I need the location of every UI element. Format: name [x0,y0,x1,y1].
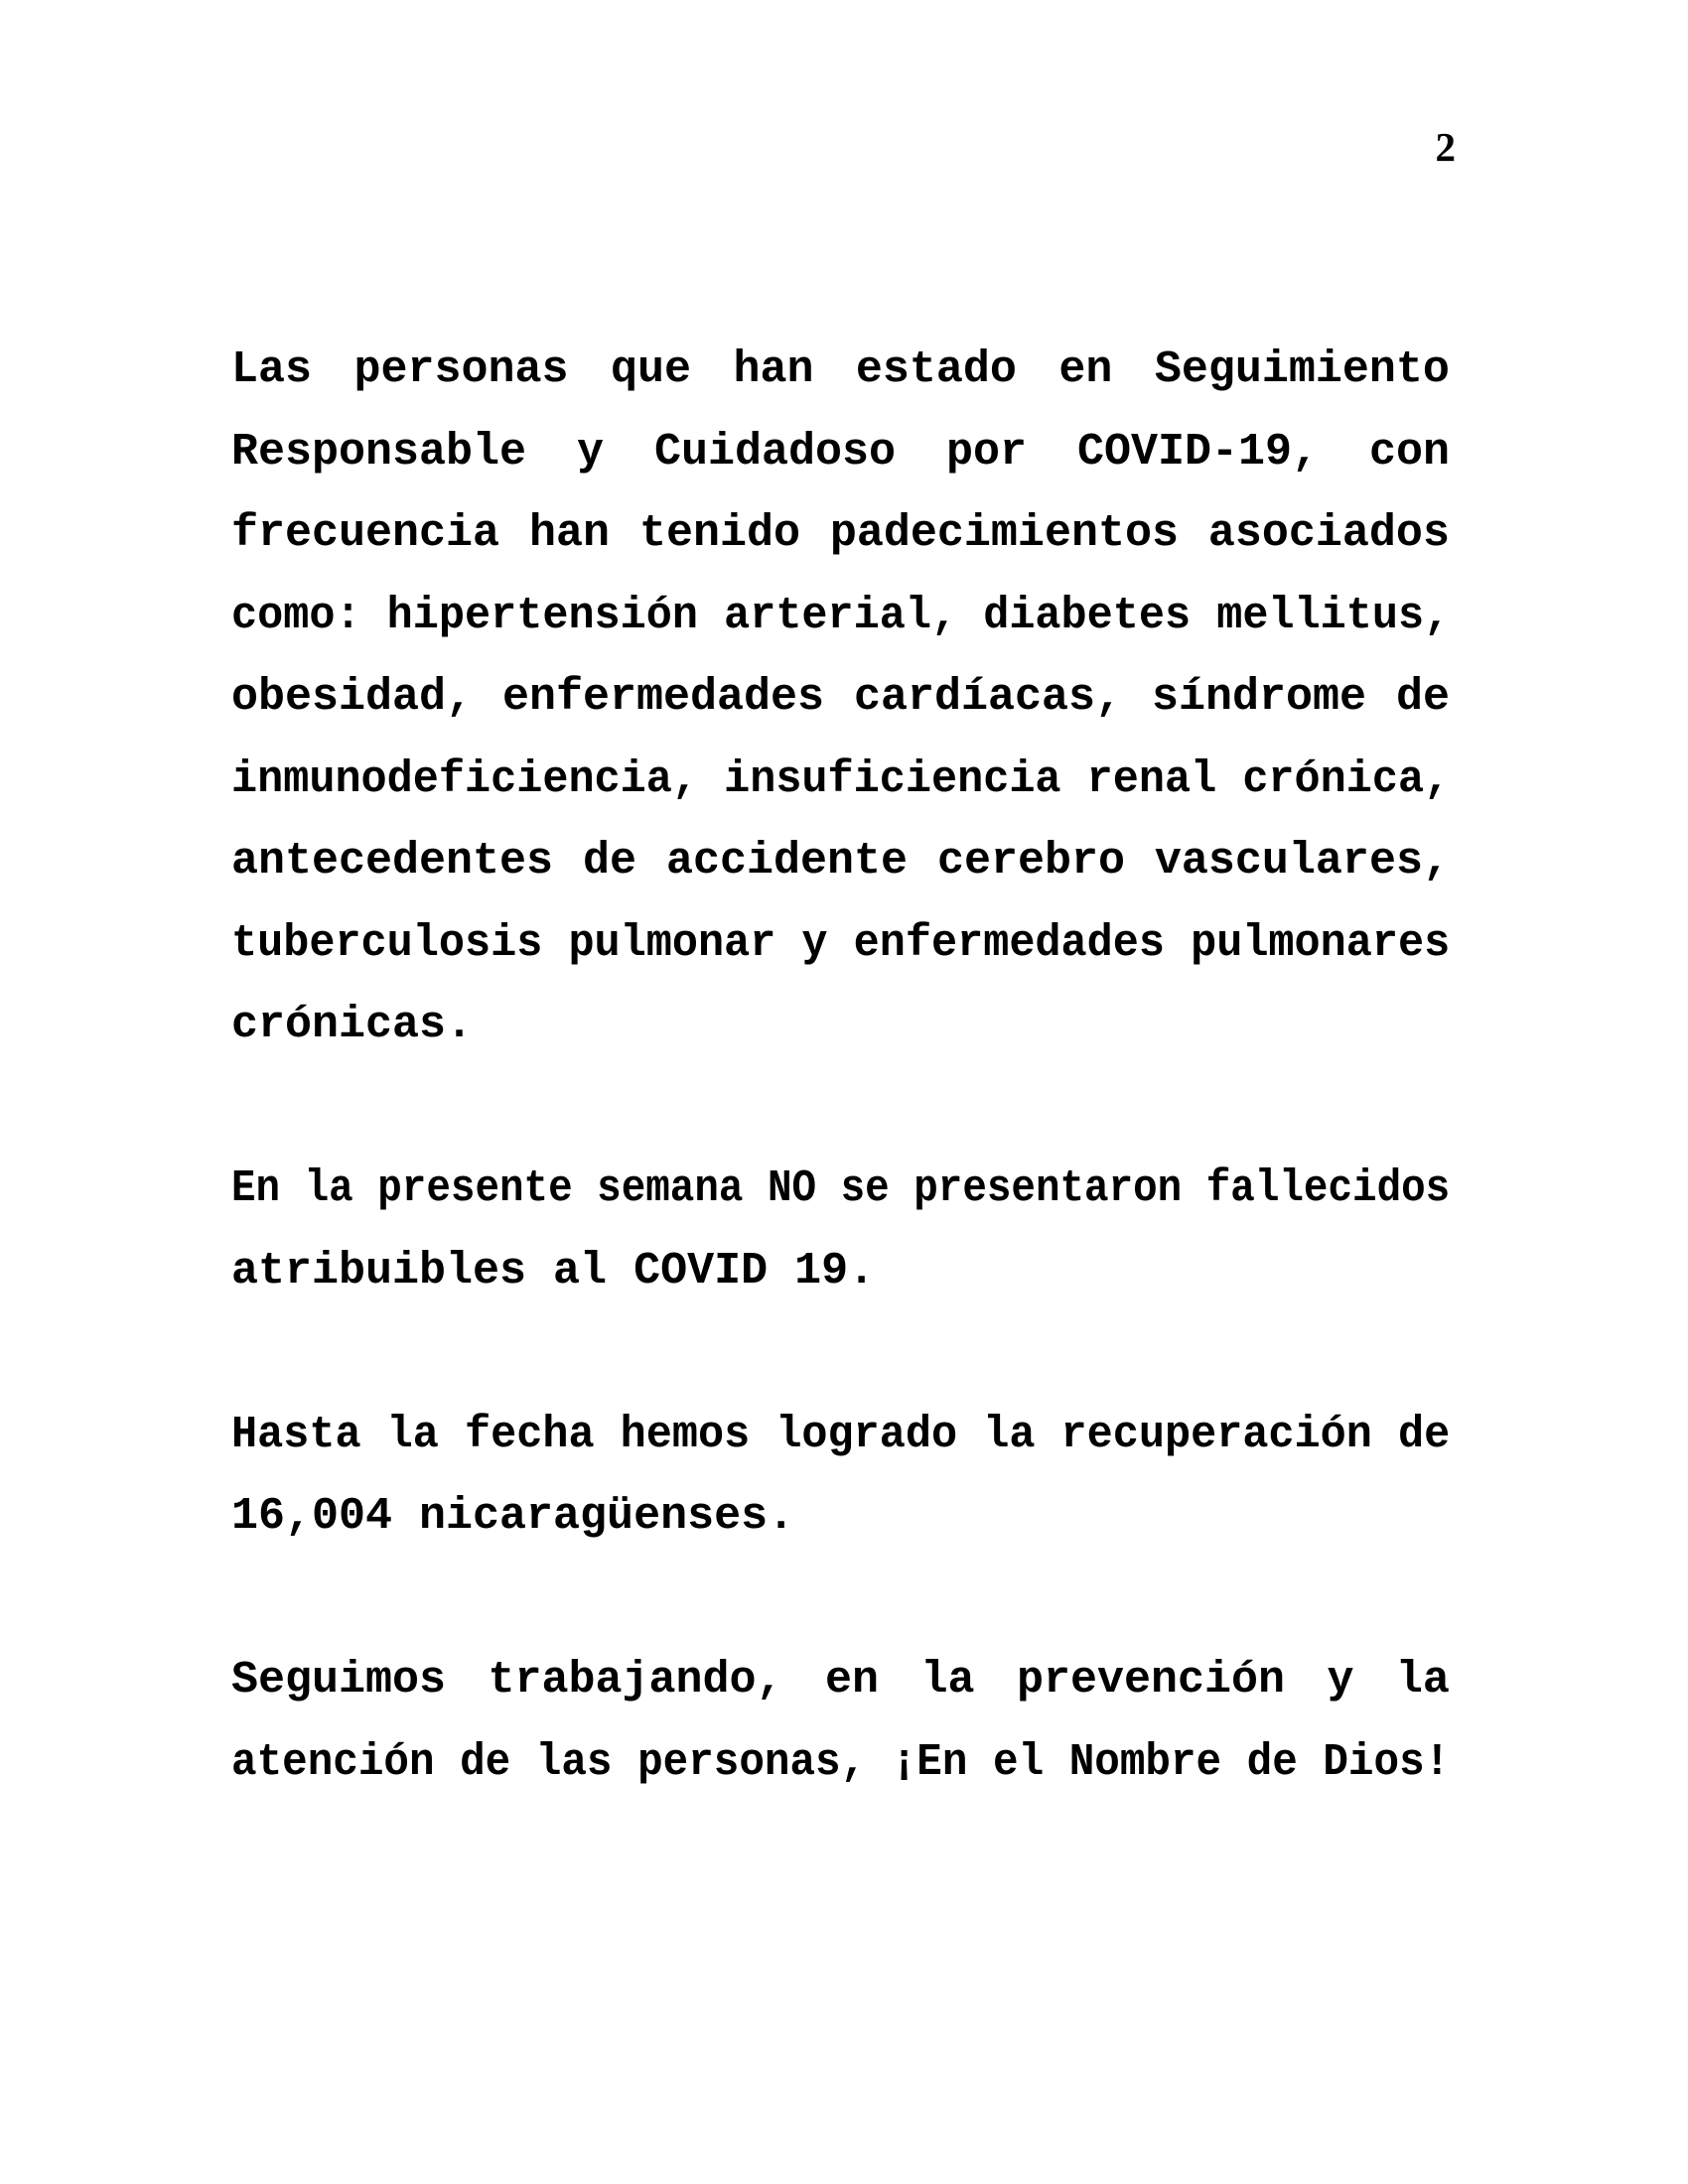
word: vasculares, [1154,836,1450,887]
text-line: tuberculosis pulmonar y enfermedades pulmonares [231,917,1451,969]
word: por [945,426,1027,478]
paragraph [231,1149,1450,1312]
text-line: como: hipertensión arterial, diabetes mellitus, [231,590,1451,641]
word: que [610,344,691,395]
paragraph [231,1395,1450,1559]
word: la [920,1655,975,1706]
word: cerebro [936,836,1125,887]
word: prevención [1016,1655,1285,1706]
word: trabajando, [488,1655,783,1706]
text-line [231,821,1450,903]
word: frecuencia [231,508,500,559]
text-line [231,412,1450,494]
text-line [231,493,1450,576]
word: accidente [665,836,908,887]
word: enfermedades [501,672,825,723]
word: asociados [1207,508,1450,559]
word: COVID-19, [1076,426,1319,478]
text-line: crónicas. [231,1000,474,1050]
text-line: En la presente semana NO se presentaron fallecidos [231,1163,1451,1214]
text-line: inmunodeficiencia, insuficiencia renal crónica, [231,753,1451,805]
word: Seguimos [231,1655,447,1706]
paragraph [231,330,1450,1067]
word: tenido [638,508,800,559]
word: cardíacas, [853,672,1123,723]
word: de [1395,672,1450,723]
word: personas [353,344,569,395]
text-line: Hasta la fecha hemos logrado la recuperación de [231,1409,1451,1460]
text-line: atribuibles al COVID 19. [231,1245,876,1297]
word: y [577,426,605,478]
word: padecimientos [829,508,1179,559]
word: Responsable [231,426,527,478]
document-body [231,330,1450,1804]
paragraph [231,1640,1450,1804]
word: Cuidadoso [653,426,897,478]
word: Las [231,344,313,395]
text-line [231,1640,1450,1722]
word: han [528,508,610,559]
word: estado [855,344,1017,395]
word: la [1395,1655,1450,1706]
word: con [1368,426,1450,478]
word: antecedentes [231,836,554,887]
text-line [231,330,1450,412]
text-line: atención de las personas, ¡En el Nombre de Dios! [231,1736,1451,1788]
word: síndrome [1151,672,1367,723]
word: obesidad, [231,672,474,723]
word: de [583,836,637,887]
word: en [1058,344,1113,395]
word: y [1327,1655,1354,1706]
page-number: 2 [1435,124,1456,170]
text-line: 16,004 nicaragüenses. [231,1491,795,1542]
word: en [825,1655,880,1706]
text-line [231,657,1450,740]
word: Seguimiento [1154,344,1450,395]
word: han [733,344,814,395]
